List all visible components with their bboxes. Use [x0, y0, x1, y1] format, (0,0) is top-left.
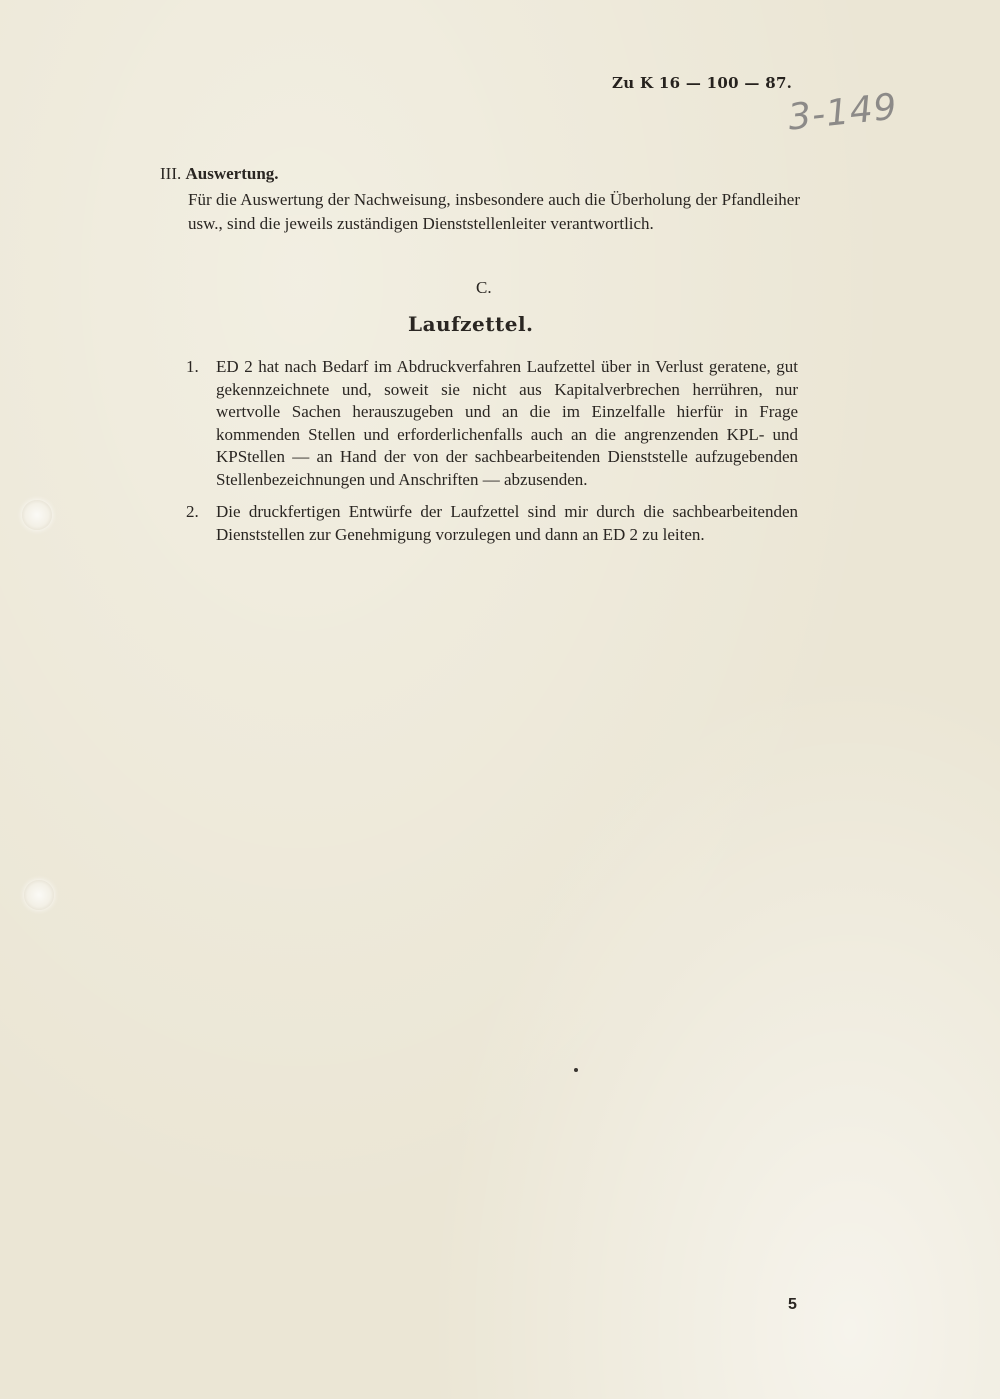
page-number: 5 — [788, 1296, 797, 1313]
list-item — [186, 356, 798, 491]
section-c-letter: C. — [476, 278, 492, 297]
list-item-number: 1. — [186, 357, 199, 376]
list-item — [186, 501, 798, 546]
ink-speck — [574, 1068, 578, 1072]
section-c-items — [186, 356, 798, 556]
section-iii-heading — [160, 162, 800, 186]
list-item-text: Die druckfertigen Entwürfe der Laufzettel sind mir durch die sachbearbeitenden Dienststellen zur Genehmigung vorzulegen und dann an ED 2 zu leiten. — [216, 502, 798, 544]
punch-hole — [22, 500, 52, 530]
section-c-title: Laufzettel. — [408, 312, 534, 336]
section-iii-title: Auswertung. — [185, 164, 279, 183]
section-iii-body: Für die Auswertung der Nachweisung, insbesondere auch die Überholung der Pfandleiher usw., sind die jeweils zuständigen Dienststellenleiter verantwortlich. — [188, 190, 800, 233]
section-iii — [160, 162, 800, 236]
section-iii-number: III. — [160, 164, 182, 183]
punch-hole — [24, 880, 54, 910]
document-reference: Zu K 16 — 100 — 87. — [612, 74, 793, 92]
list-item-number: 2. — [186, 502, 199, 521]
handwritten-archive-number: 3-149 — [786, 86, 900, 139]
list-item-text: ED 2 hat nach Bedarf im Abdruckverfahren Laufzettel über in Verlust geratene, gut gekennzeichnete und, soweit sie nicht aus Kapitalverbrechen herrühren, nur wertvolle Sachen herauszugeben und an die im Einzelfalle hierfür in Frage kommenden Stellen und erforderlichenfalls auch an die angrenzenden KPL- und KPStellen — an Hand der von der sachbearbeitenden Dienststelle aufzugebenden Stellenbezeichnungen und Anschriften — abzusenden. — [216, 357, 798, 489]
